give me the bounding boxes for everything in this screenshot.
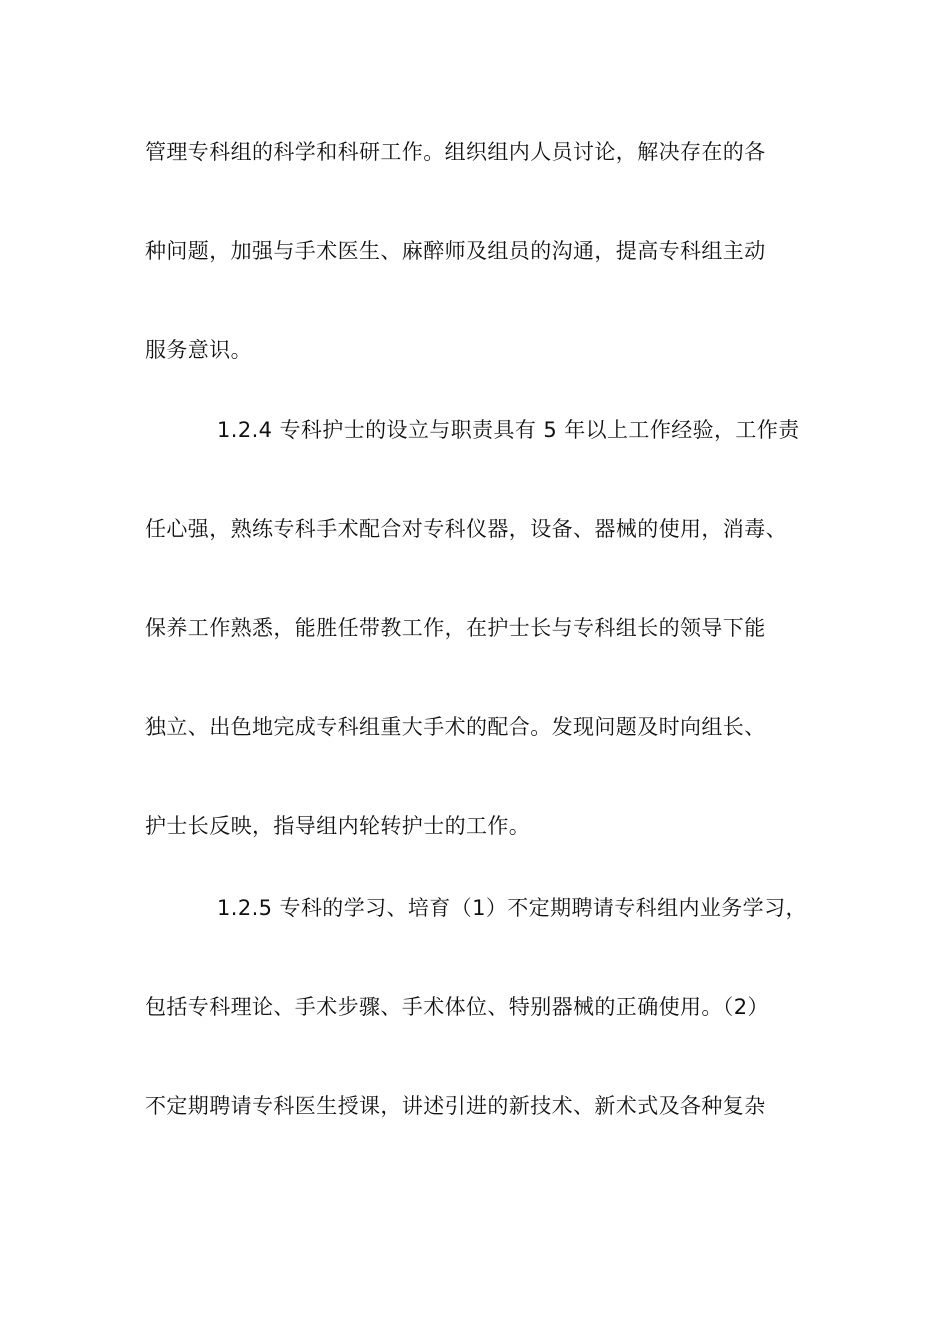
paragraph-line: 任心强，熟练专科手术配合对专科仪器，设备、器械的使用，消毒、 [145,517,787,541]
paragraph-line: 种问题，加强与手术医生、麻醉师及组员的沟通，提高专科组主动 [145,239,766,263]
paragraph-line: 服务意识。 [145,338,252,362]
paragraph-line: 护士长反映，指导组内轮转护士的工作。 [145,814,531,838]
paragraph-line: 保养工作熟悉，能胜任带教工作，在护士长与专科组长的领导下能 [145,616,766,640]
section-heading-line: 1.2.5 专科的学习、培育（1）不定期聘请专科组内业务学习， [217,896,807,920]
section-heading-line: 1.2.4 专科护士的设立与职责具有 5 年以上工作经验，工作责 [217,418,800,442]
paragraph-line: 包括专科理论、手术步骤、手术体位、特别器械的正确使用。（2） [145,995,769,1019]
paragraph-line: 不定期聘请专科医生授课，讲述引进的新技术、新术式及各种复杂 [145,1094,766,1118]
paragraph-line: 独立、出色地完成专科组重大手术的配合。发现问题及时向组长、 [145,715,766,739]
paragraph-line: 管理专科组的科学和科研工作。组织组内人员讨论，解决存在的各 [145,140,766,164]
